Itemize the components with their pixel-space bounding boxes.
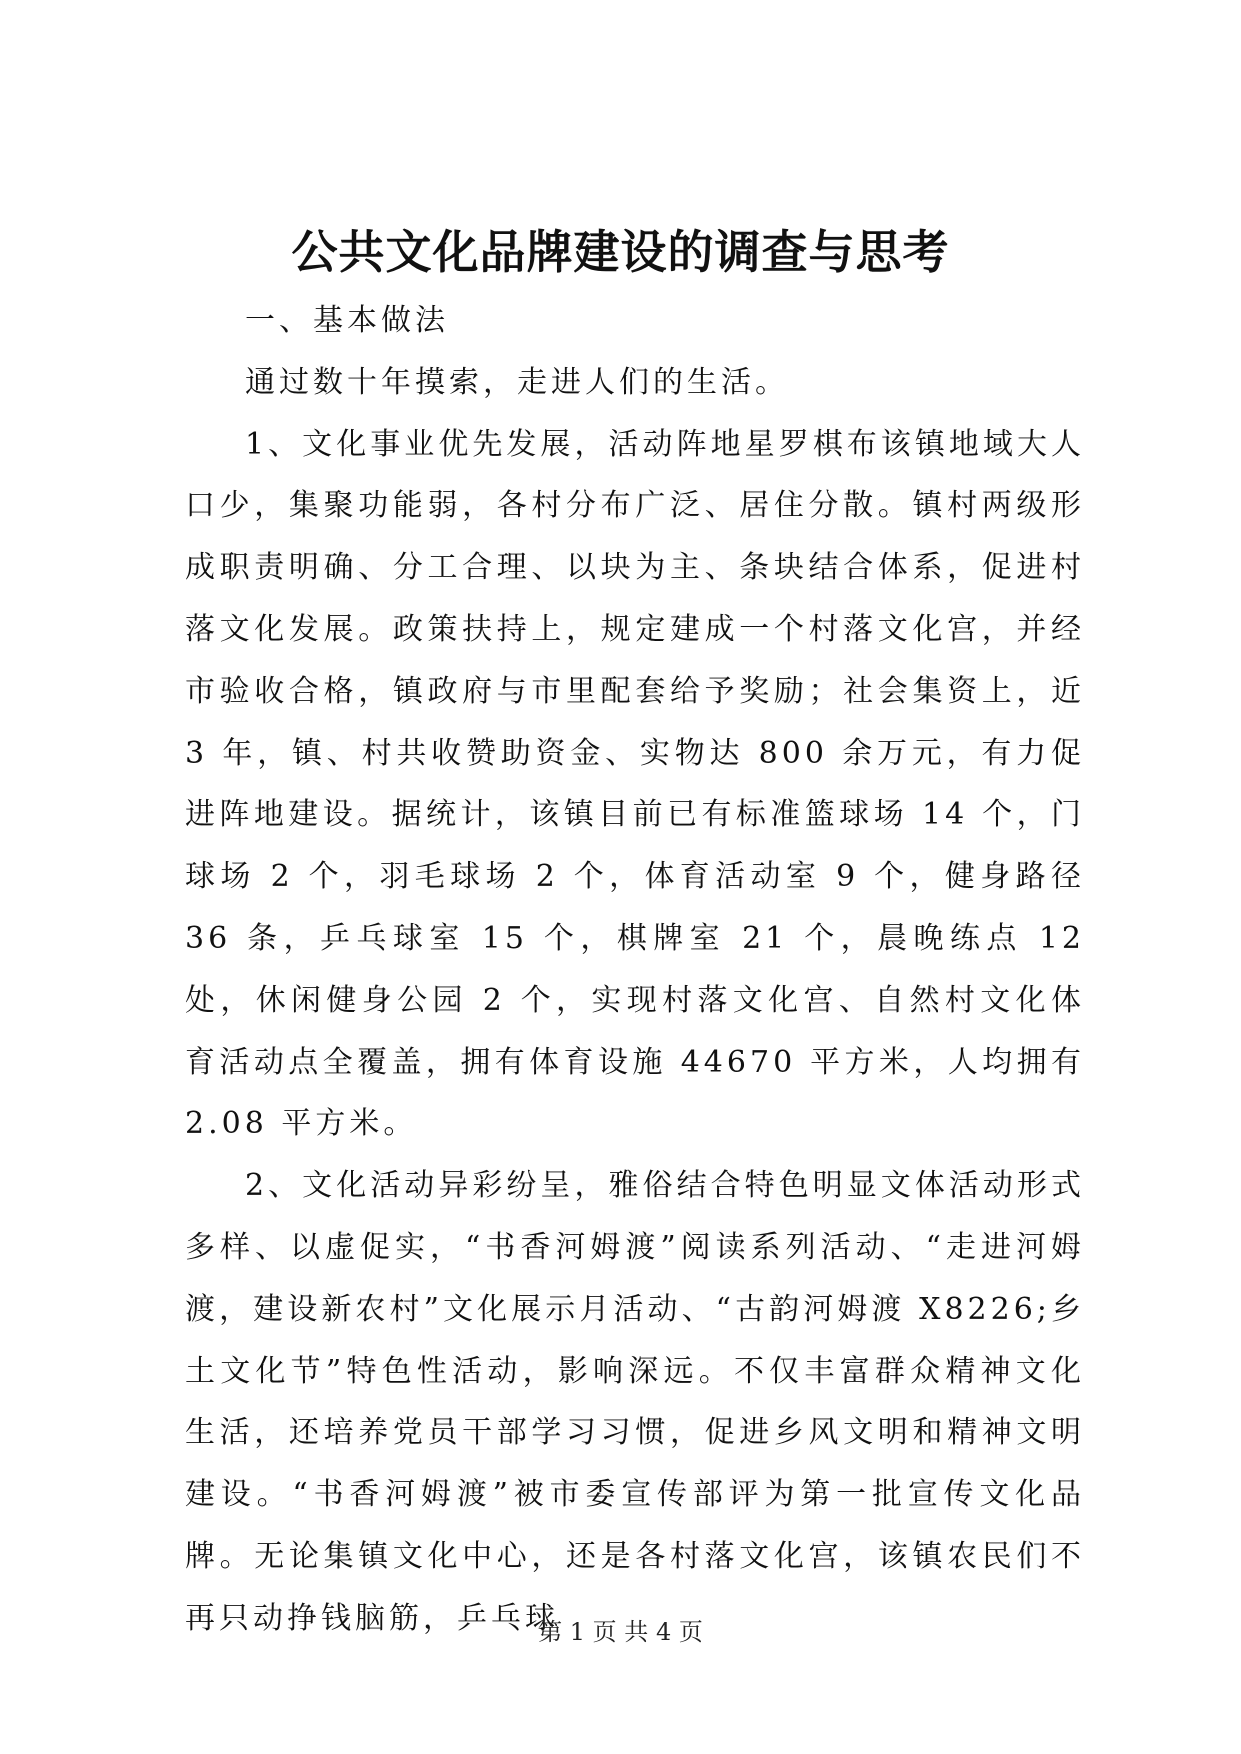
paragraph-2: 2、文化活动异彩纷呈，雅俗结合特色明显文体活动形式多样、以虚促实，“书香河姆渡”阅读系列活动、“走进河姆渡，建设新农村”文化展示月活动、“古韵河姆渡 X8226;乡土文化节”特色性活动，影响深远。不仅丰富群众精神文化生活，还培养党员干部学习习惯，促进乡风文明和精神文明建设。“书香河姆渡”被市委宣传部评为第一批宣传文化品牌。无论集镇文化中心，还是各村落文化宫，该镇农民们不再只动挣钱脑筋，乒乓球 — [185, 1168, 1085, 1636]
page-footer: 第 1 页 共 4 页 — [538, 1618, 703, 1646]
paragraph-intro: 通过数十年摸索，走进人们的生活。 — [245, 364, 789, 400]
document-body — [185, 290, 1085, 1650]
paragraph-1: 1、文化事业优先发展，活动阵地星罗棋布该镇地域大人口少，集聚功能弱，各村分布广泛、居住分散。镇村两级形成职责明确、分工合理、以块为主、条块结合体系，促进村落文化发展。政策扶持上，规定建成一个村落文化宫，并经市验收合格，镇政府与市里配套给予奖励；社会集资上，近 3 年，镇、村共收赞助资金、实物达 800 余万元，有力促进阵地建设。据统计，该镇目前已有标准篮球场 14 个，门球场 2 个，羽毛球场 2 个，体育活动室 9 个，健身路径 36 条，乒乓球室 15 个，棋牌室 21 个，晨晚练点 12 处，休闲健身公园 2 个，实现村落文化宫、自然村文化体育活动点全覆盖，拥有体育设施 44670 平方米，人均拥有 2.08 平方米。 — [185, 426, 1085, 1142]
document-title: 公共文化品牌建设的调查与思考 — [291, 225, 950, 279]
section-heading: 一、基本做法 — [245, 303, 449, 338]
